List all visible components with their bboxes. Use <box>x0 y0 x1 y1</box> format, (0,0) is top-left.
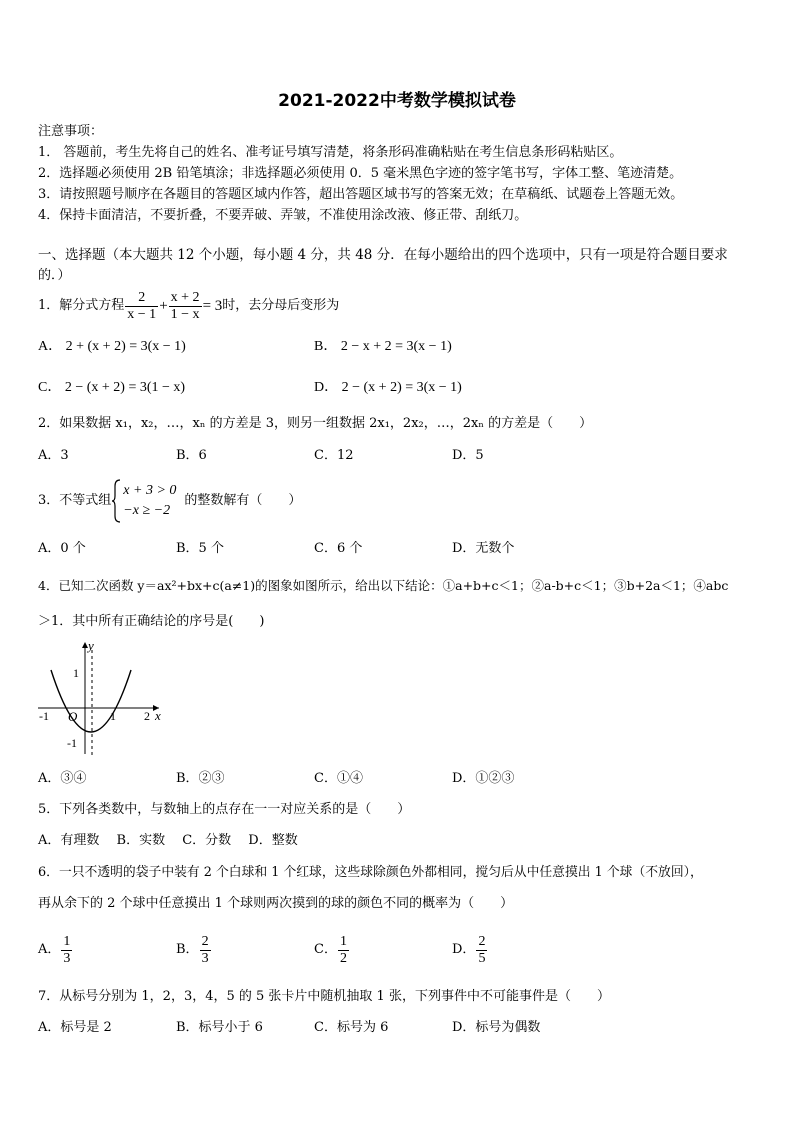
q2-option-d: D．5 <box>452 448 484 463</box>
x-tick-2: 2 <box>144 709 150 723</box>
q1-prefix: 1．解分式方程 <box>38 298 125 313</box>
q1-f2-denominator: 1 − x <box>170 306 200 322</box>
section-heading-line2: 的．） <box>38 268 71 283</box>
q4-option-c: C．①④ <box>314 771 363 786</box>
question-2-stem: 2．如果数据 x₁，x₂，…，xₙ 的方差是 3，则另一组数据 2x₁，2x₂，…，2xₙ 的方差是（ ） <box>38 416 593 431</box>
q7-option-c: C．标号为 6 <box>314 1020 389 1035</box>
q5-options: A．有理数 B．实数 C．分数 D．整数 <box>38 833 298 848</box>
notice-item-2: 2．选择题必须使用 2B 铅笔填涂；非选择题必须使用 0．5 毫米黑色字迹的签字笔书写，字体工整、笔迹清楚。 <box>38 166 683 181</box>
question-1-stem <box>38 286 339 326</box>
question-7-stem: 7．从标号分别为 1，2，3，4，5 的 5 张卡片中随机抽取 1 张，下列事件中不可能事件是（ ） <box>38 989 610 1004</box>
q3-option-d: D．无数个 <box>452 541 515 556</box>
q6-c-label: C． <box>314 942 337 957</box>
q3-option-b: B．5 个 <box>176 541 224 556</box>
notice-item-1: 1． 答题前，考生先将自己的姓名、准考证号填写清楚，将条形码准确粘贴在考生信息条形码粘贴区。 <box>38 145 623 160</box>
y-axis-label: y <box>88 638 94 653</box>
q1-f1-numerator: 2 <box>138 289 146 305</box>
x-tick-neg1: -1 <box>39 709 49 723</box>
y-tick-neg1: -1 <box>67 736 77 750</box>
q1-suffix: 时，去分母后变形为 <box>222 298 340 313</box>
parabola-curve <box>51 670 131 732</box>
notice-item-4: 4．保持卡面清洁，不要折叠，不要弄破、弄皱，不准使用涂改液、修正带、刮纸刀。 <box>38 208 528 223</box>
q1-equals: = 3 <box>202 298 223 314</box>
q6-b-numerator: 2 <box>201 933 209 949</box>
q3-inequality-2: −x ≥ −2 <box>123 503 171 518</box>
q6-a-label: A． <box>38 942 61 957</box>
q6-c-numerator: 1 <box>339 933 347 949</box>
q6-d-numerator: 2 <box>478 933 486 949</box>
x-tick-1: 1 <box>110 709 116 723</box>
q2-option-c: C．12 <box>314 448 354 463</box>
q3-option-c: C．6 个 <box>314 541 363 556</box>
q3-suffix: 的整数解有（ ） <box>184 493 302 508</box>
q1-option-a: A． 2 + (x + 2) = 3(x − 1) <box>38 339 186 354</box>
q7-option-b: B．标号小于 6 <box>176 1020 263 1035</box>
question-4-stem-line2: ＞1．其中所有正确结论的序号是( ) <box>38 614 265 629</box>
q6-a-numerator: 1 <box>63 933 71 949</box>
q1-option-b: B． 2 − x + 2 = 3(x − 1) <box>314 339 452 354</box>
question-3-stem <box>38 478 301 524</box>
origin-label: O <box>68 709 78 724</box>
q1-option-c: C． 2 − (x + 2) = 3(1 − x) <box>38 380 186 395</box>
q6-b-denominator: 3 <box>201 950 209 966</box>
q6-option-d <box>452 930 488 970</box>
page-title: 2021-2022中考数学模拟试卷 <box>278 91 516 111</box>
q6-c-denominator: 2 <box>339 950 347 966</box>
q6-d-denominator: 5 <box>478 950 486 966</box>
q4-option-d: D．①②③ <box>452 771 515 786</box>
q6-option-a <box>38 930 73 970</box>
q4-option-a: A．③④ <box>38 771 87 786</box>
q3-inequality-1: x + 3 > 0 <box>123 483 177 498</box>
q2-option-a: A．3 <box>38 448 69 463</box>
question-5-stem: 5．下列各类数中，与数轴上的点存在一一对应关系的是（ ） <box>38 802 411 817</box>
q3-prefix: 3．不等式组 <box>38 493 112 508</box>
q3-option-a: A．0 个 <box>38 541 86 556</box>
q1-fraction-2 <box>169 290 202 323</box>
q4-parabola-graph <box>34 636 169 761</box>
q3-inequality-system <box>111 479 176 523</box>
q6-b-label: B． <box>176 942 199 957</box>
q6-option-c <box>314 930 350 970</box>
q6-d-label: D． <box>452 942 476 957</box>
q1-fraction-1 <box>125 290 158 323</box>
section-heading-line1: 一、选择题（本大题共 12 个小题，每小题 4 分，共 48 分．在每小题给出的四个选项中，只有一项是符合题目要求 <box>38 247 728 263</box>
q7-option-a: A．标号是 2 <box>38 1020 112 1035</box>
q2-option-b: B．6 <box>176 448 207 463</box>
question-4-stem-line1: 4．已知二次函数 y＝ax²+bx+c(a≠1)的图象如图所示，给出以下结论：①a+b+c＜1；②a-b+c＜1；③b+2a＜1；④abc <box>38 578 729 593</box>
left-brace-icon <box>111 479 121 523</box>
q1-f1-denominator: x − 1 <box>127 306 157 322</box>
notice-heading: 注意事项： <box>38 124 104 139</box>
question-6-stem-line1: 6．一只不透明的袋子中装有 2 个白球和 1 个红球，这些球除颜色外都相同，搅匀后从中任意摸出 1 个球（不放回）， <box>38 865 703 880</box>
q4-option-b: B．②③ <box>176 771 225 786</box>
q1-f2-numerator: x + 2 <box>170 289 200 305</box>
q6-a-denominator: 3 <box>63 950 71 966</box>
q1-plus: + <box>159 298 168 314</box>
x-axis-label: x <box>155 708 161 723</box>
q1-option-d: D． 2 − (x + 2) = 3(x − 1) <box>314 380 462 395</box>
q6-option-b <box>176 930 212 970</box>
question-6-stem-line2: 再从余下的 2 个球中任意摸出 1 个球则两次摸到的球的颜色不同的概率为（ ） <box>38 896 514 911</box>
q7-option-d: D．标号为偶数 <box>452 1020 541 1035</box>
notice-item-3: 3．请按照题号顺序在各题目的答题区域内作答，超出答题区域书写的答案无效；在草稿纸、试题卷上答题无效。 <box>38 187 684 202</box>
y-tick-1: 1 <box>73 666 79 680</box>
